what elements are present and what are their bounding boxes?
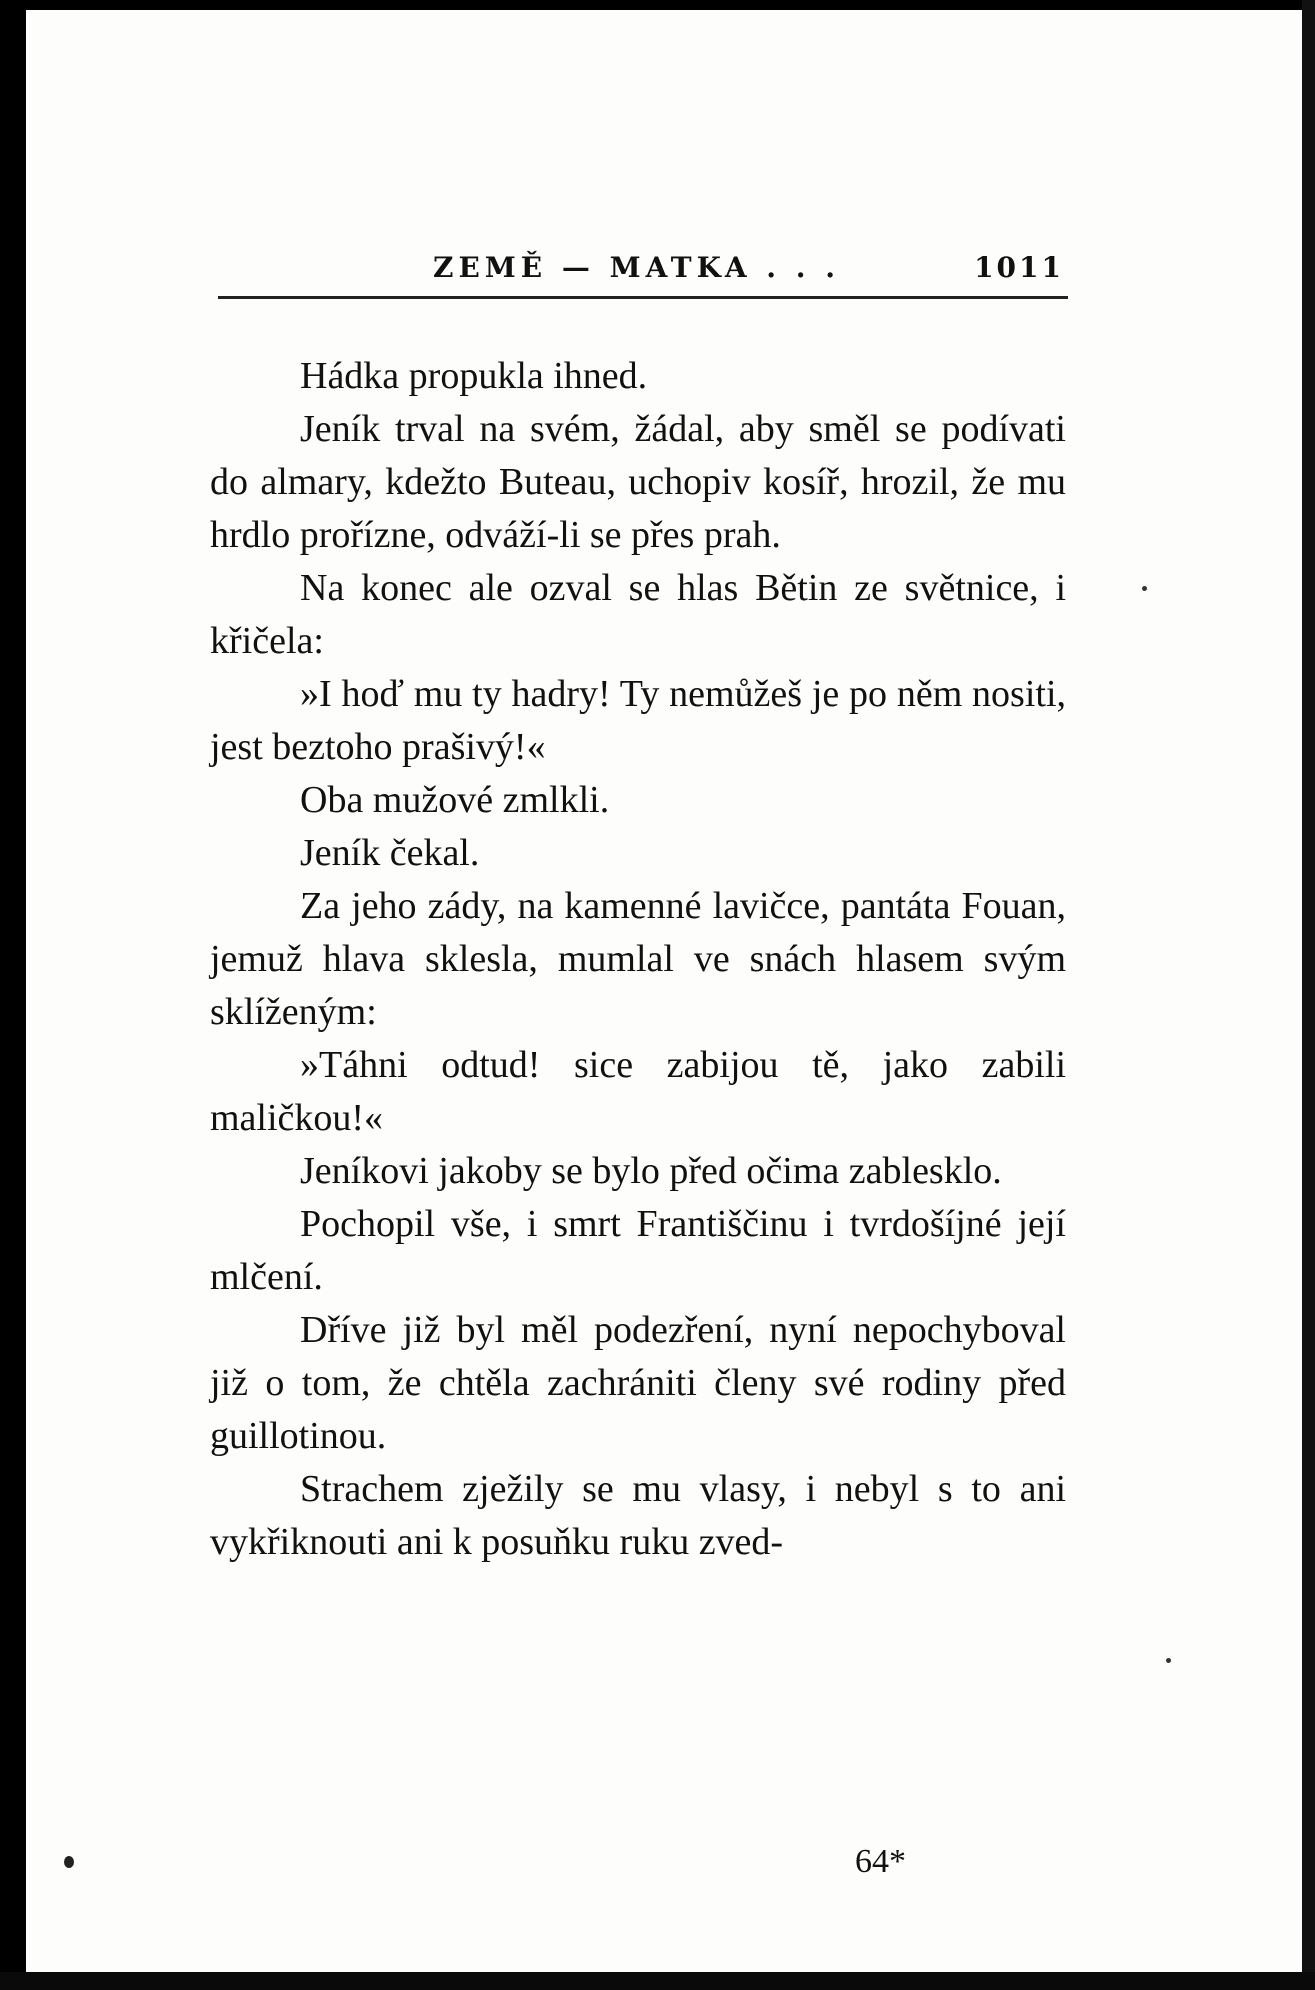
paragraph: Pochopil vše, i smrt Františčinu i tvrdošíjné její mlčení. [210,1203,1066,1298]
paragraph: Strachem zježily se mu vlasy, i nebyl s to ani vykřiknouti ani k posuňku ruku zved- [210,1468,1066,1563]
page-edge-right [1302,0,1315,1990]
paragraph: »I hoď mu ty hadry! Ty nemůžeš je po něm nositi, jest beztoho prašivý!« [210,673,1066,768]
header-rule [218,296,1068,299]
speck [1142,586,1147,591]
signature-mark: 64* [855,1843,906,1880]
paragraph: Jeníkovi jakoby se bylo před očima zablesklo. [300,1150,1002,1192]
page-number: 1011 [974,251,1064,284]
paragraph: »Táhni odtud! sice zabijou tě, jako zabili maličkou!« [210,1044,1066,1139]
speck [64,1856,74,1868]
page-header [218,248,1068,300]
paragraph: Hádka propukla ihned. [300,355,648,397]
paragraph: Jeník trval na svém, žádal, aby směl se podívati do almary, kdežto Buteau, uchopiv kosíř, hrozil, že mu hrdlo prořízne, odváží-li se přes prah. [210,408,1066,556]
paragraph: Na konec ale ozval se hlas Bětin ze světnice, i křičela: [210,567,1066,662]
body-text [210,350,1066,1569]
speck [1166,1658,1171,1663]
paragraph: Za jeho zády, na kamenné lavičce, pantáta Fouan, jemuž hlava sklesla, mumlal ve snách hlasem svým sklíženým: [210,885,1066,1033]
paragraph: Oba mužové zmlkli. [300,779,610,821]
page-edge-bottom [0,1972,1315,1990]
running-head: ZEMĚ — MATKA . . . [433,251,841,284]
paragraph: Jeník čekal. [300,832,480,874]
paragraph: Dříve již byl měl podezření, nyní nepochyboval již o tom, že chtěla zachrániti členy své rodiny před guillotinou. [210,1309,1066,1457]
